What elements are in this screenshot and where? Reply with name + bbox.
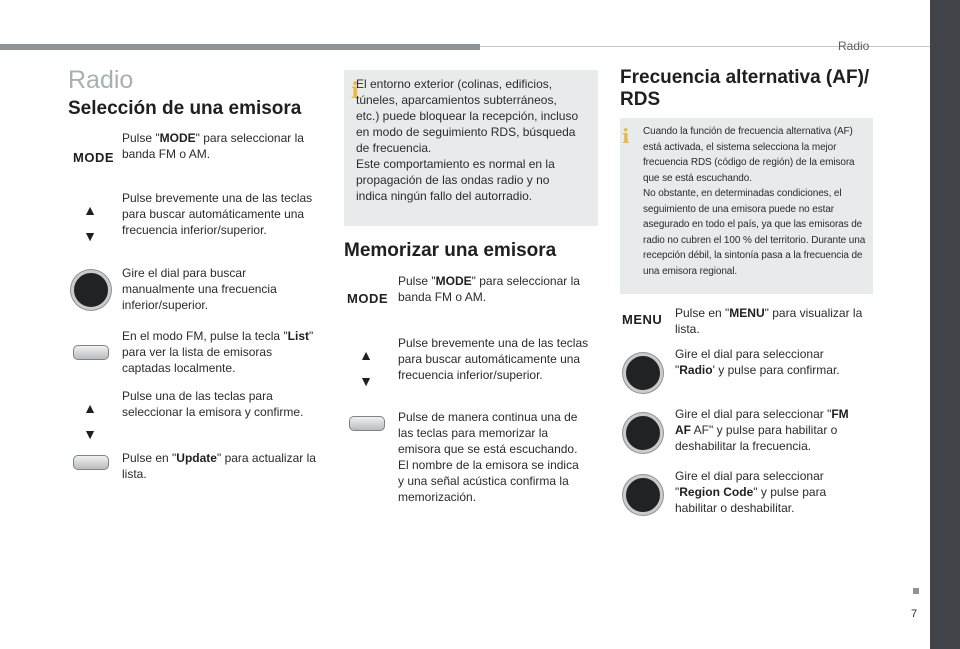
rotary-dial-icon bbox=[623, 475, 663, 515]
soft-key-icon bbox=[73, 455, 109, 470]
af-info-box bbox=[620, 118, 873, 294]
up-down-arrows-icon: ▲ ▼ bbox=[83, 400, 97, 442]
seleccion-step-select: Pulse una de las teclas para seleccionar la emisora y confirme. bbox=[122, 389, 304, 419]
seleccion-step-list: En el modo FM, pulse la tecla "List" para ver la lista de emisoras captadas localmente. bbox=[122, 329, 314, 375]
seleccion-step-mode: Pulse "MODE" para seleccionar la banda FM o AM. bbox=[122, 131, 304, 161]
seleccion-step-seek: Pulse brevemente una de las teclas para buscar automáticamente una frecuencia inferior/superior. bbox=[122, 191, 313, 237]
page-number: 7 bbox=[911, 608, 918, 620]
page-edge-tab bbox=[930, 0, 960, 649]
continuation-mark bbox=[913, 588, 919, 594]
section-label: Radio bbox=[838, 39, 870, 53]
memorizar-step-mode: Pulse "MODE" para seleccionar la banda FM o AM. bbox=[398, 274, 580, 304]
info-icon: i bbox=[622, 124, 630, 148]
seleccion-step-update: Pulse en "Update" para actualizar la lista. bbox=[122, 451, 316, 481]
reception-info-text: El entorno exterior (colinas, edificios, túneles, aparcamientos subterráneos, etc.) puede bloquear la recepción, incluso en modo de seguimiento RDS, búsqueda de frecuencia. Este comportamiento es normal en la propagación de las ondas radio y no indica ningún fallo del autorradio. bbox=[356, 77, 579, 203]
reception-info-box bbox=[344, 70, 598, 226]
rotary-dial-icon bbox=[623, 413, 663, 453]
memorizar-step-store: Pulse de manera continua una de las teclas para memorizar la emisora que se está escuchando. El nombre de la emisora se indica y una señal acústica confirma la memorización. bbox=[398, 410, 579, 504]
af-step-menu: Pulse en "MENU" para visualizar la lista. bbox=[675, 306, 863, 336]
heading-memorizar: Memorizar una emisora bbox=[344, 240, 557, 261]
mode-button-icon: MODE bbox=[73, 150, 114, 165]
rotary-dial-icon bbox=[623, 353, 663, 393]
up-down-arrows-icon: ▲ ▼ bbox=[359, 347, 373, 389]
af-step-radio: Gire el dial para seleccionar "Radio' y pulse para confirmar. bbox=[675, 347, 840, 377]
soft-key-icon bbox=[73, 345, 109, 360]
seleccion-step-dial: Gire el dial para buscar manualmente una frecuencia inferior/superior. bbox=[122, 266, 277, 312]
menu-button-icon: MENU bbox=[622, 312, 663, 327]
page-title: Radio bbox=[68, 66, 134, 94]
soft-key-icon bbox=[349, 416, 385, 431]
info-icon: i bbox=[351, 78, 360, 104]
mode-button-icon: MODE bbox=[347, 291, 388, 306]
af-step-region-code: Gire el dial para seleccionar "Region Code" y pulse para habilitar o deshabilitar. bbox=[675, 469, 827, 515]
heading-af-rds: Frecuencia alternativa (AF)/ RDS bbox=[620, 67, 870, 110]
rotary-dial-icon bbox=[71, 270, 111, 310]
af-step-fm-af: Gire el dial para seleccionar "FM AF AF" y pulse para habilitar o deshabilitar la frecuencia. bbox=[675, 407, 849, 453]
header-accent-bar bbox=[0, 44, 480, 50]
memorizar-step-seek: Pulse brevemente una de las teclas para buscar automáticamente una frecuencia inferior/superior. bbox=[398, 336, 589, 382]
heading-seleccion: Selección de una emisora bbox=[68, 98, 302, 119]
af-info-text: Cuando la función de frecuencia alternativa (AF) está activada, el sistema selecciona la mejor frecuencia RDS (código de región) de la emisora que se está escuchando. No obstante, en determinadas condiciones, el seguimiento de una emisora puede no estar asegurado en todo el país, ya que las emisoras de radio no cubren el 100 % del territorio. Durante una recepción débil, la sintonía pasa a la frecuencia de una emisora regional. bbox=[643, 126, 866, 277]
up-down-arrows-icon: ▲ ▼ bbox=[83, 202, 97, 244]
